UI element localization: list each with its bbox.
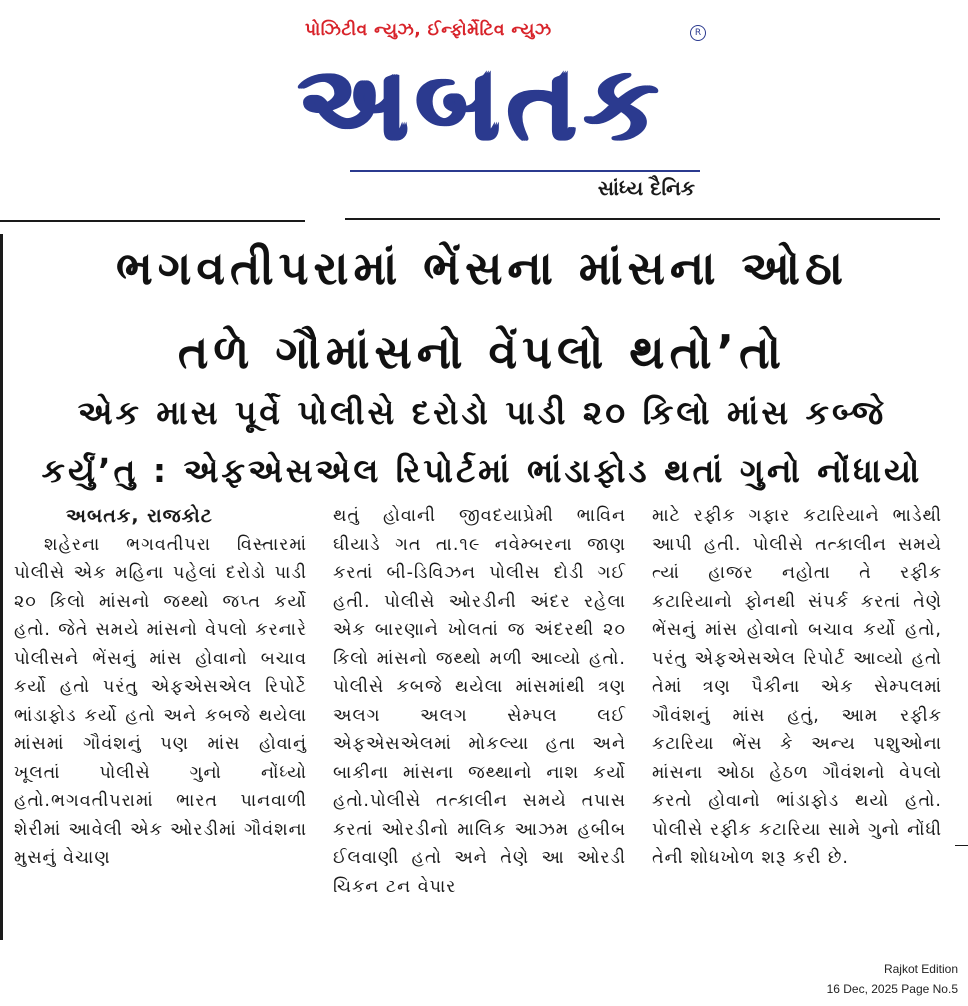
column-3-text: માટે રફીક ગફાર કટારિયાને ભાડેથી આપી હતી. પોલીસે તત્કાલીન સમયે ત્યાં હાજર નહોતા તે રફીક કટારિયાનો ફોનથી સંપર્ક કરતાં તેણે ભેંસનું માંસ હોવાનો બચાવ કર્યો હતો, પરંતુ એફએસએલ રિપોર્ટ આવ્યો હતો તેમાં ત્રણ પૈકીના એક સેમ્પલમાં ગૌવંશનું માંસ હતું, આમ રફીક કટારિયા ભેંસ કે અન્ય પશુઓના માંસના ઓઠા હેઠળ ગૌવંશનો વેપલો કરતો હોવાનો ભાંડાફોડ થયો હતો. પોલીસે રફીક કટારિયા સામે ગુનો નોંધી તેની શોધખોળ શરૂ કરી છે. (652, 506, 942, 868)
margin-tick (955, 845, 968, 846)
logo-underline (350, 170, 700, 172)
subheadline-line-1: એક માસ પૂર્વે પોલીસે દરોડો પાડી ૨૦ કિલો માંસ કબ્જે (77, 393, 887, 432)
article-column-2 (333, 502, 626, 942)
headline-line-2: તળે ગૌમાંસનો વેંપલો થતો’તો (177, 325, 787, 379)
masthead-tagline: પોઝિટીવ ન્યુઝ, ઈન્ફોર્મેટિવ ન્યુઝ (305, 20, 552, 40)
article-column-1 (14, 502, 307, 942)
masthead (0, 0, 968, 215)
article-column-3 (652, 502, 942, 942)
edition-type-label: સાંધ્ય દૈનિક (597, 176, 695, 200)
header-divider-right (345, 218, 940, 220)
registered-mark-icon: R (690, 25, 706, 41)
footer-date-page: 16 Dec, 2025 Page No.5 (826, 982, 958, 996)
column-2-text: થતું હોવાની જીવદયાપ્રેમી ભાવિન ઘીયાડે ગત તા.૧૯ નવેમ્બરના જાણ કરતાં બી-ડિવિઝન પોલીસ દોડી ગઈ હતી. પોલીસે ઓરડીની અંદર રહેલા એક બારણાને ખોલતાં જ અંદરથી ૨૦ કિલો માંસનો જથ્થો મળી આવ્યો હતો. પોલીસે કબજે થયેલા માંસમાંથી ત્રણ અલગ અલગ સેમ્પલ લઈ એફએસએલમાં મોકલ્યા હતા અને બાકીના માંસના જથ્થાનો નાશ કર્યો હતો.પોલીસે તત્કાલીન સમયે તપાસ કરતાં ઓરડીનો માલિક આઝમ હબીબ ઈલવાણી હતો અને તેણે આ ઓરડી ચિકન ટન વેપાર (333, 506, 626, 897)
header-divider-left (0, 220, 305, 222)
column-1-text: શહેરના ભગવતીપરા વિસ્તારમાં પોલીસે એક મહિના પહેલાં દરોડો પાડી ૨૦ કિલો માંસનો જથ્થો જપ્ત કર્યો હતો. જેતે સમયે માંસનો વેપલો કરનારે પોલીસને ભેંસનું માંસ હોવાનો બચાવ કર્યો હતો પરંતુ એફએસએલ રિપોર્ટે ભાંડાફોડ કર્યો હતો અને કબજે થયેલા માંસમાં ગૌવંશનું પણ માંસ હોવાનું ખૂલતાં પોલીસે ગુનો નોંધ્યો હતો.ભગવતીપરામાં ભારત પાનવાળી શેરીમાં આવેલી એક ઓરડીમાં ગૌવંશના મુસનું વેચાણ (14, 534, 307, 868)
article-left-border (0, 234, 3, 940)
article-dateline: અબતક, રાજકોટ (66, 505, 213, 527)
headline-line-1: ભગવતીપરામાં ભેંસના માંસના ઓઠા (115, 241, 849, 295)
footer-edition: Rajkot Edition (883, 962, 958, 976)
subheadline-line-2: કર્યું’તુ : એફએસએલ રિપોર્ટમાં ભાંડાફોડ થતાં ગુનો નોંધાયો (41, 451, 923, 490)
newspaper-logo: અબતક (298, 42, 666, 164)
